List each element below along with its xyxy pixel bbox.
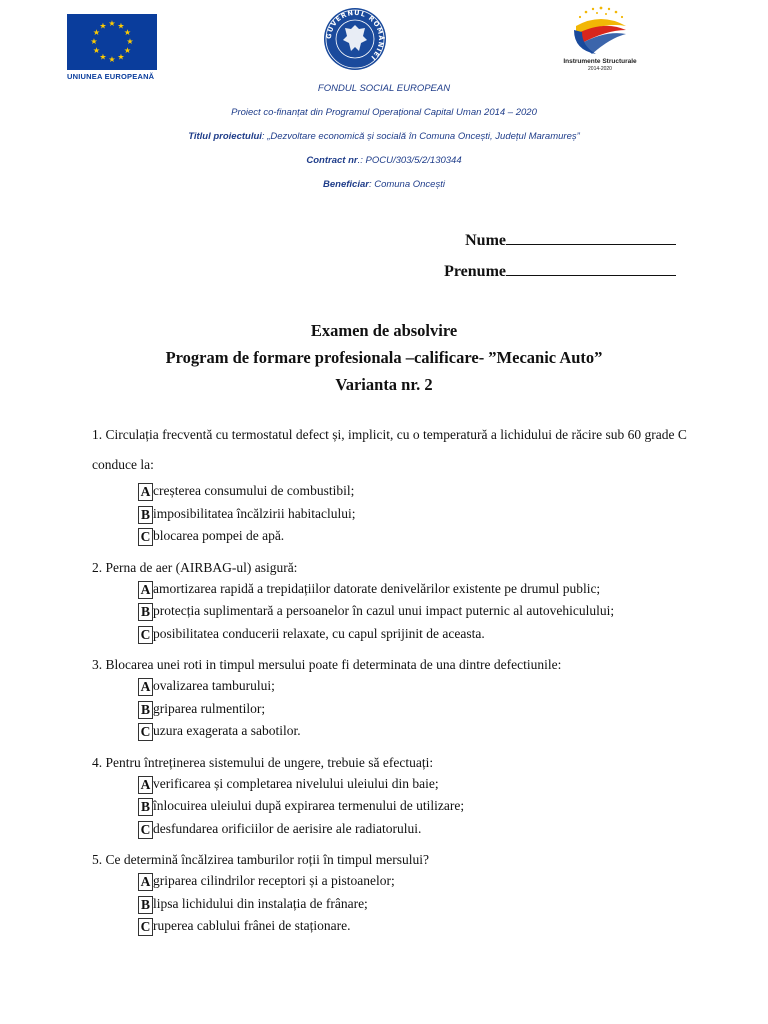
- contract-line: [0, 154, 768, 178]
- option-text: blocarea pompei de apă.: [153, 528, 285, 543]
- program-line: Proiect co-finanțat din Programul Operațional Capital Uman 2014 – 2020: [231, 107, 537, 118]
- option-text: lipsa lichidului din instalația de frânare;: [153, 895, 368, 911]
- option-text: amortizarea rapidă a trepidațiilor datorate denivelărilor existente pe drumul public;: [153, 580, 601, 596]
- svg-text:★: ★: [117, 21, 125, 31]
- option-a[interactable]: [138, 578, 692, 601]
- svg-text:★: ★: [90, 37, 98, 46]
- option-letter: C: [138, 626, 153, 644]
- exam-variant: Varianta nr. 2: [335, 375, 433, 394]
- question-text: 4. Pentru întreținerea sistemului de ungere, trebuie să efectuați:: [92, 754, 434, 770]
- option-letter: C: [138, 723, 153, 741]
- fund-name: FONDUL SOCIAL EUROPEAN: [317, 83, 451, 94]
- option-letter: C: [138, 528, 153, 546]
- svg-text:★: ★: [123, 46, 132, 55]
- option-letter: B: [138, 798, 153, 816]
- option-b[interactable]: [138, 503, 692, 526]
- option-text: griparea cilindrilor receptori și a pistoanelor;: [153, 873, 395, 888]
- option-c[interactable]: [138, 525, 692, 548]
- option-text: imposibilitatea încălzirii habitaclului;: [153, 505, 356, 521]
- eu-flag-logo: [67, 14, 157, 70]
- option-letter: B: [138, 603, 153, 621]
- svg-text:★: ★: [117, 52, 125, 62]
- question-2: [92, 558, 692, 646]
- option-letter: B: [138, 896, 153, 914]
- project-title-value: : „Dezvoltare economică și socială în Comuna Oncești, Județul Maramureș”: [261, 131, 580, 142]
- option-text: desfundarea orificiilor de aerisire ale radiatorului.: [153, 820, 422, 836]
- question-5: [92, 850, 692, 938]
- option-c[interactable]: [138, 623, 692, 646]
- question-list: [92, 420, 692, 948]
- question-text: 2. Perna de aer (AIRBAG-ul) asigură:: [92, 559, 298, 575]
- question-text: 3. Blocarea unei roti in timpul mersului poate fi determinata de una dintre defectiunile:: [92, 657, 562, 672]
- svg-text:★: ★: [108, 55, 116, 64]
- prenume-blank[interactable]: [506, 261, 676, 276]
- beneficiary-label: Beneficiar: [323, 179, 369, 190]
- question-4: [92, 753, 692, 841]
- project-title-line: [0, 130, 768, 154]
- option-letter: A: [138, 483, 153, 501]
- option-letter: A: [138, 873, 153, 891]
- option-c[interactable]: [138, 818, 692, 841]
- prenume-field: [444, 261, 676, 281]
- prenume-label: Prenume: [444, 263, 506, 280]
- is-caption-years: 2014-2020: [588, 66, 612, 72]
- option-text: griparea rulmentilor;: [153, 700, 266, 716]
- beneficiary-line: [0, 178, 768, 202]
- option-text: ruperea cablului frânei de staționare.: [153, 918, 351, 933]
- option-letter: A: [138, 678, 153, 696]
- option-text: înlocuirea uleiului după expirarea termenului de utilizare;: [153, 798, 465, 813]
- beneficiary-value: : Comuna Oncești: [368, 179, 445, 190]
- question-1: [92, 420, 692, 548]
- option-letter: A: [138, 776, 153, 794]
- romanian-government-logo: [322, 6, 388, 72]
- svg-text:★: ★: [92, 46, 101, 55]
- option-letter: B: [138, 701, 153, 719]
- svg-text:GUVERNUL ROMÂNIEI: GUVERNUL ROMÂNIEI: [324, 8, 386, 63]
- exam-header: [0, 320, 768, 401]
- option-b[interactable]: [138, 893, 692, 916]
- option-text: ovalizarea tamburului;: [153, 678, 275, 693]
- option-text: protecția suplimentară a persoanelor în cazul unui impact puternic al autovehiculului;: [153, 603, 615, 618]
- svg-text:★: ★: [123, 28, 132, 37]
- option-b[interactable]: [138, 600, 692, 623]
- svg-text:★: ★: [99, 21, 107, 31]
- option-b[interactable]: [138, 795, 692, 818]
- project-title-label: Titlul proiectului: [188, 131, 262, 142]
- nume-label: Nume: [465, 232, 506, 249]
- question-3: [92, 655, 692, 743]
- option-text: posibilitatea conducerii relaxate, cu capul sprijinit de aceasta.: [153, 625, 485, 641]
- option-text: creșterea consumului de combustibil;: [153, 483, 355, 498]
- option-c[interactable]: [138, 720, 692, 743]
- instrumente-structurale-caption: [548, 58, 652, 72]
- option-letter: B: [138, 506, 153, 524]
- option-a[interactable]: [138, 480, 692, 503]
- option-c[interactable]: [138, 915, 692, 938]
- option-a[interactable]: [138, 870, 692, 893]
- option-a[interactable]: [138, 675, 692, 698]
- option-a[interactable]: [138, 773, 692, 796]
- svg-text:★: ★: [92, 28, 101, 37]
- svg-text:★: ★: [99, 52, 107, 62]
- eu-stars-icon: [67, 14, 157, 70]
- option-letter: A: [138, 581, 153, 599]
- option-b[interactable]: [138, 698, 692, 721]
- nume-blank[interactable]: [506, 230, 676, 245]
- is-caption-title: Instrumente Structurale: [563, 58, 637, 65]
- contract-value: .: POCU/303/5/2/130344: [357, 155, 462, 166]
- eu-logo-caption: UNIUNEA EUROPEANĂ: [67, 72, 155, 81]
- svg-text:★: ★: [126, 37, 134, 46]
- option-text: verificarea și completarea nivelului uleiului din baie;: [153, 775, 439, 791]
- instrumente-structurale-logo: [566, 4, 636, 58]
- svg-text:★: ★: [108, 19, 116, 28]
- contract-label: Contract nr: [306, 155, 358, 166]
- option-letter: C: [138, 821, 153, 839]
- exam-title: Examen de absolvire: [310, 321, 458, 340]
- option-letter: C: [138, 918, 153, 936]
- question-text: 5. Ce determină încălzirea tamburilor roții în timpul mersului?: [92, 852, 430, 867]
- nume-field: [465, 230, 676, 250]
- exam-program: Program de formare profesionala –calificare- ”Mecanic Auto”: [165, 348, 603, 367]
- question-text: 1. Circulația frecventă cu termostatul defect și, implicit, cu o temperatură a lichidului de răcire sub 60 grade C conduce la:: [92, 427, 687, 472]
- option-text: uzura exagerata a sabotilor.: [153, 723, 301, 738]
- project-info: [0, 82, 768, 202]
